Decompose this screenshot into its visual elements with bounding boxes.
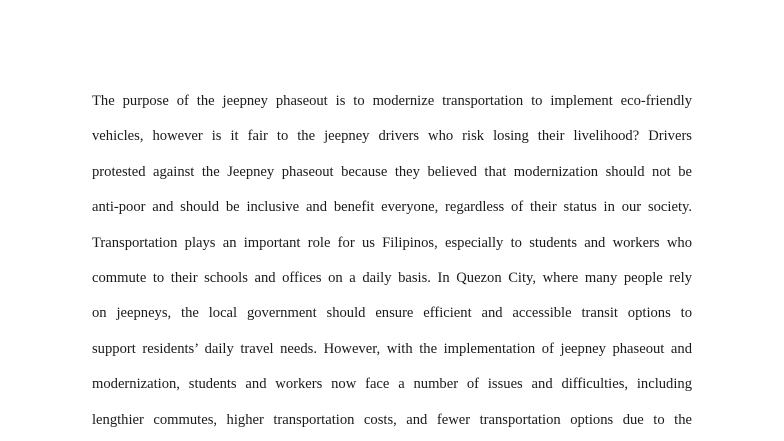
paragraph-line: The purpose of the jeepney phaseout is to modernize transportation to implement eco-friendly: [92, 93, 692, 109]
paragraph-line: protested against the Jeepney phaseout because they believed that modernization should not be: [92, 163, 692, 180]
paragraph-line: modernization, students and workers now face a number of issues and difficulties, including: [92, 376, 692, 393]
paragraph-line: support residents’ daily travel needs. However, with the implementation of jeepney phaseout and: [92, 340, 692, 357]
paragraph-line: anti-poor and should be inclusive and benefit everyone, regardless of their status in our society.: [92, 199, 692, 216]
body-paragraph: [92, 84, 692, 438]
paragraph-line: on jeepneys, the local government should ensure efficient and accessible transit options to: [92, 305, 692, 322]
paragraph-line: commute to their schools and offices on a daily basis. In Quezon City, where many people rely: [92, 269, 692, 286]
paragraph-line: lengthier commutes, higher transportation costs, and fewer transportation options due to the: [92, 411, 692, 428]
paragraph-line: Transportation plays an important role for us Filipinos, especially to students and workers who: [92, 234, 692, 251]
paragraph-line: vehicles, however is it fair to the jeepney drivers who risk losing their livelihood? Drivers: [92, 128, 692, 145]
